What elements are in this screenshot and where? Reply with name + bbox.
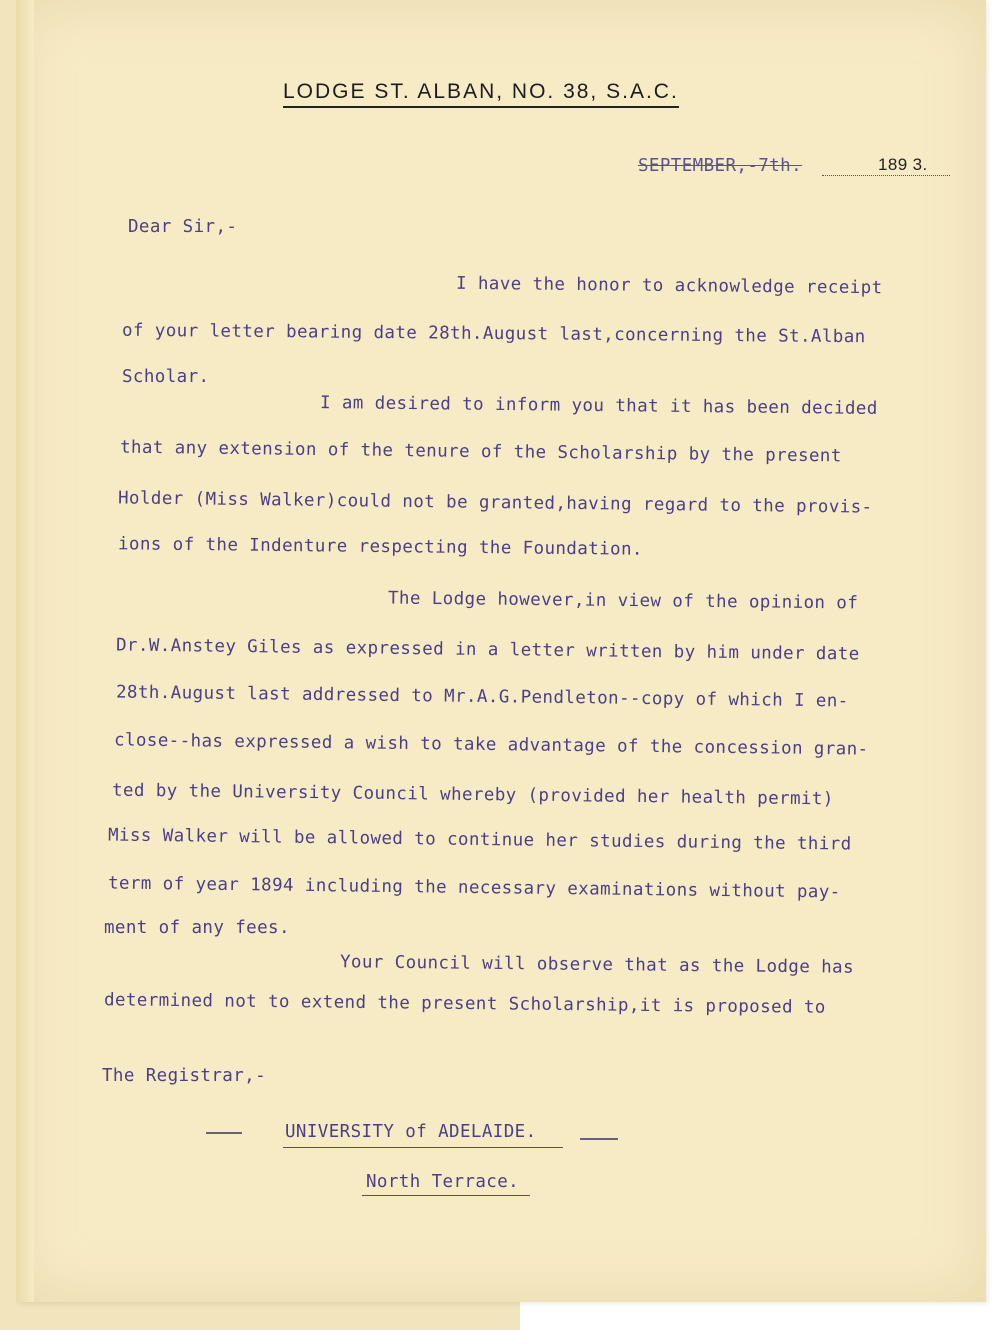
addressee-title: The Registrar,- <box>102 1066 267 1086</box>
body-line-9: Dr.W.Anstey Giles as expressed in a letter written by him under date <box>115 635 860 665</box>
date-dotted-line <box>822 175 950 176</box>
date-year: 189 3. <box>878 155 928 174</box>
body-line-3: Scholar. <box>122 367 210 387</box>
body-line-11: close--has expressed a wish to take advantage of the concession gran- <box>113 730 869 760</box>
body-line-15: ment of any fees. <box>104 918 290 938</box>
body-line-16: Your Council will observe that as the Lodge has <box>339 952 855 978</box>
left-dash <box>206 1132 242 1134</box>
body-line-12: ted by the University Council whereby (provided her health permit) <box>111 780 834 810</box>
body-line-8: The Lodge however,in view of the opinion of <box>387 588 859 614</box>
body-line-4: I am desired to inform you that it has been decided <box>319 393 878 419</box>
date-month-day: SEPTEMBER,-7th. <box>638 156 803 176</box>
body-line-14: term of year 1894 including the necessary examinations without pay- <box>107 873 841 903</box>
body-line-6: Holder (Miss Walker)could not be granted,having regard to the provis- <box>117 488 873 518</box>
street-underline <box>362 1195 530 1196</box>
addressee-street: North Terrace. <box>366 1172 520 1192</box>
body-line-5: that any extension of the tenure of the Scholarship by the present <box>119 437 842 467</box>
body-line-13: Miss Walker will be allowed to continue her studies during the third <box>107 825 852 855</box>
institution-underline <box>283 1147 563 1148</box>
body-line-1: I have the honor to acknowledge receipt <box>455 273 883 299</box>
body-line-2: of your letter bearing date 28th.August last,concerning the St.Alban <box>121 320 866 348</box>
salutation: Dear Sir,- <box>128 217 238 237</box>
body-line-10: 28th.August last addressed to Mr.A.G.Pendleton--copy of which I en- <box>115 682 849 712</box>
body-line-7: ions of the Indenture respecting the Foundation. <box>117 534 644 560</box>
body-line-17: determined not to extend the present Scholarship,it is proposed to <box>103 990 826 1018</box>
right-dash <box>580 1138 618 1140</box>
letterhead: LODGE ST. ALBAN, NO. 38, S.A.C. <box>283 80 679 108</box>
left-fold <box>16 0 34 1302</box>
addressee-institution: UNIVERSITY of ADELAIDE. <box>285 1122 537 1142</box>
